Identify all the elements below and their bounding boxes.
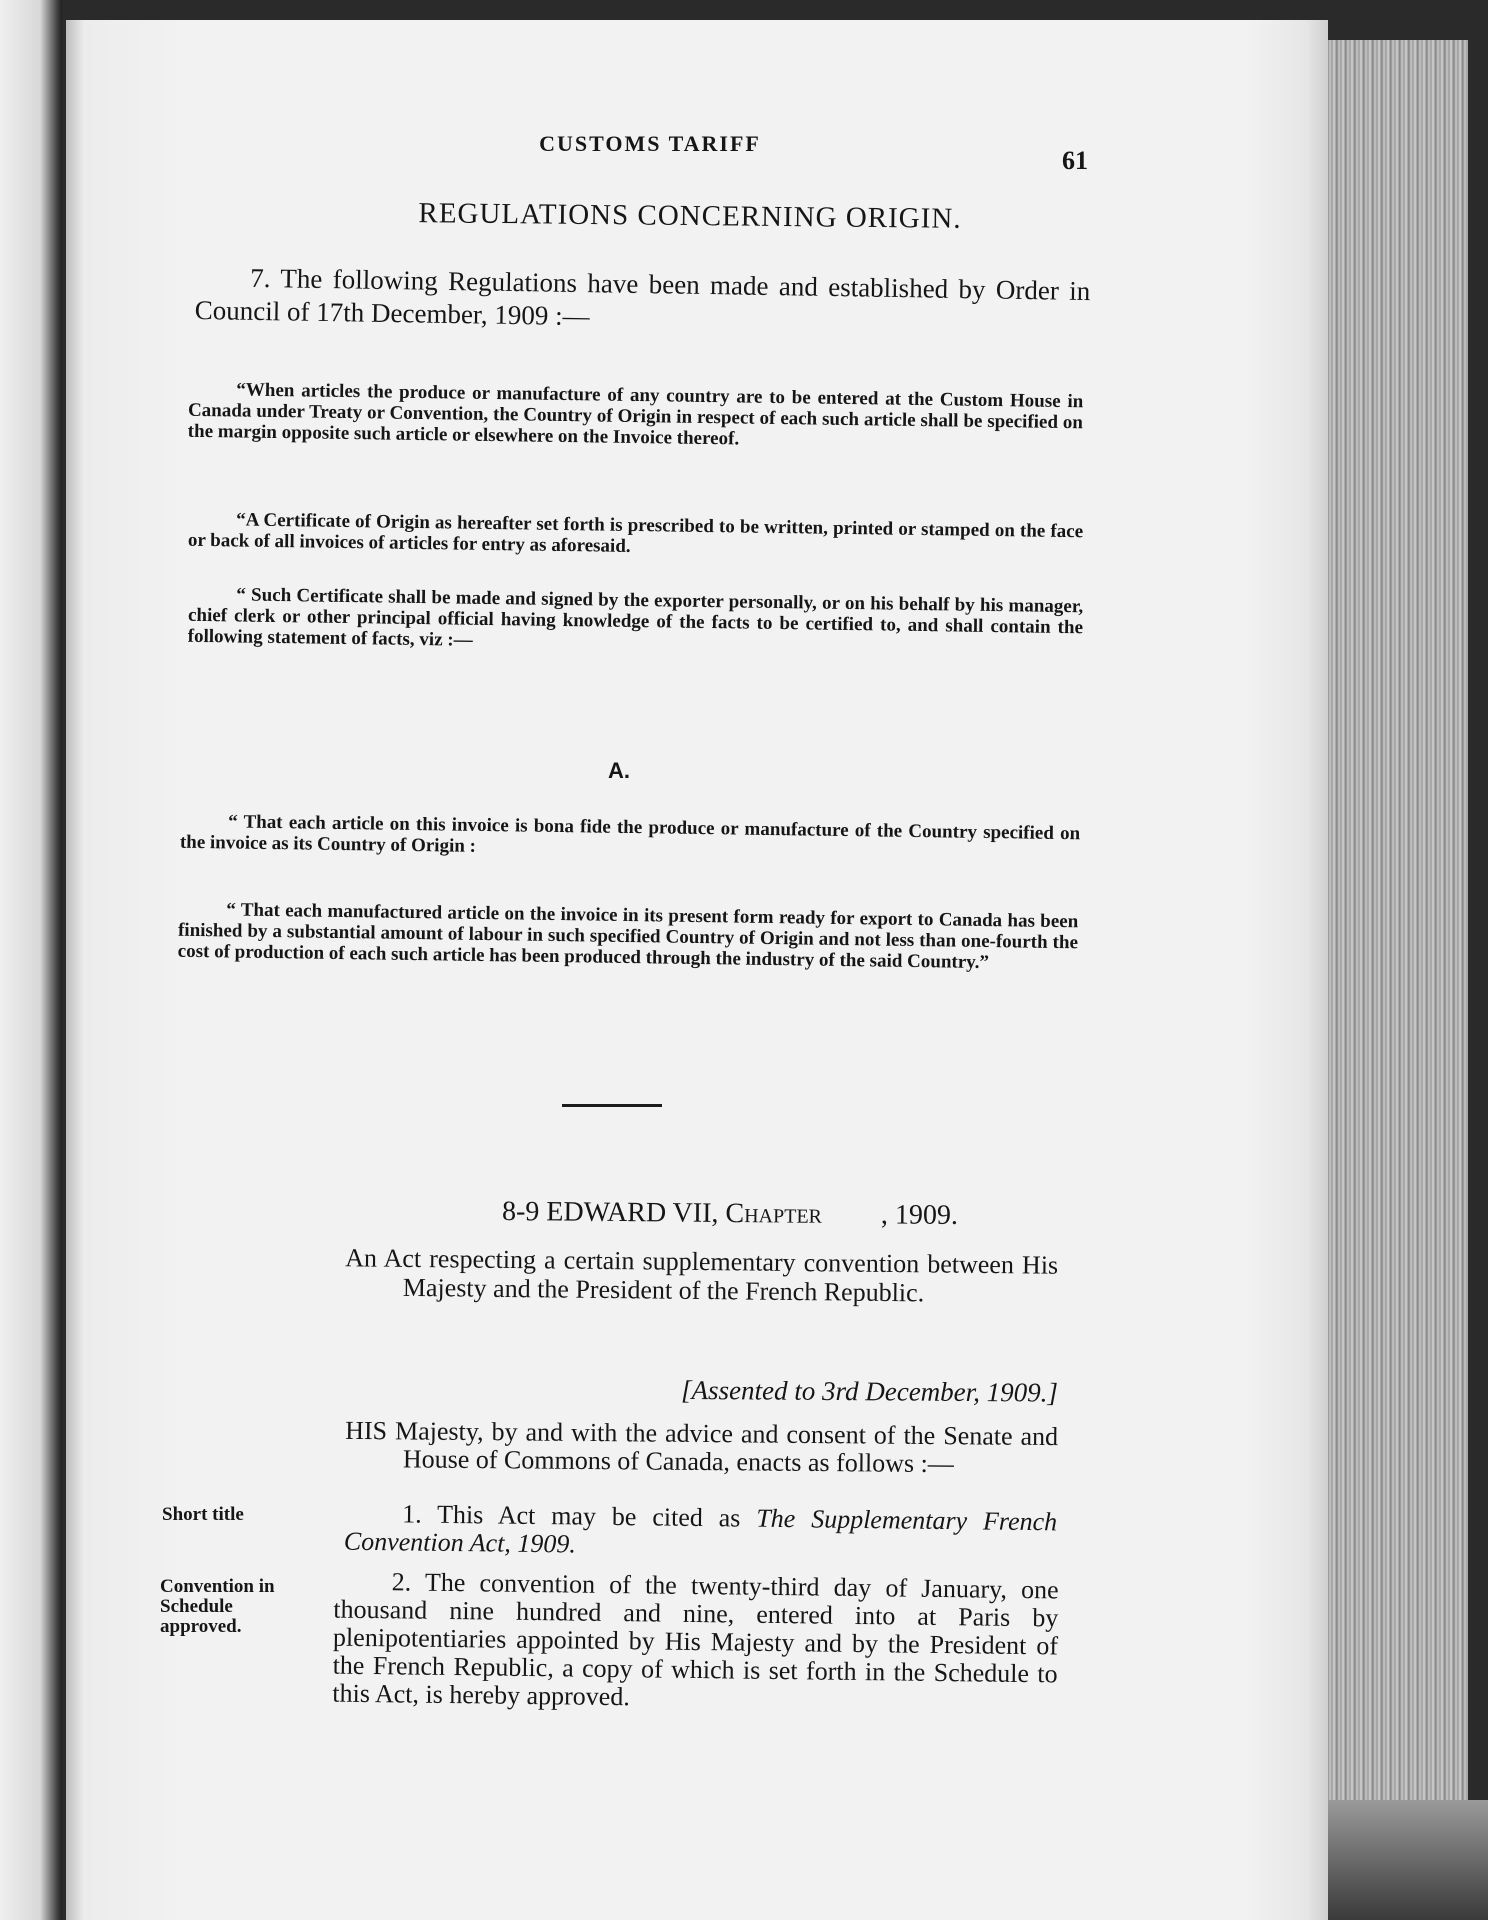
regulation-intro: 7. The following Regulations have been made and established by Order in Council of 17th December, 1909 :— (194, 262, 1091, 332)
section-title: REGULATIONS CONCERNING ORIGIN. (418, 197, 962, 235)
certificate-paragraph: “ That each manufactured article on the invoice in its present form ready for export to Canada has been finished by a substantial amount of labour in such specified Country of Origin and not less than one-fourth the cost of production of each such article has been produced through the industry of the said Country.” (177, 899, 1079, 974)
margin-note-convention: Convention in Schedule approved. (160, 1576, 275, 1637)
act-heading-prefix: 8-9 EDWARD VII, (501, 1196, 719, 1229)
act-long-title: An Act respecting a certain supplementary convention between His Majesty and the President of the French Republic. (345, 1243, 1059, 1308)
certificate-label: A. (608, 758, 630, 783)
act-heading (430, 1195, 1030, 1232)
page-number: 61 (1062, 146, 1088, 175)
section-divider (562, 1104, 662, 1107)
act-heading-chapter: Chapter (725, 1197, 823, 1230)
act-section-2: 2. The convention of the twenty-third day of January, one thousand nine hundred and nine, entered into at Paris by plenipotentiaries appointed by His Majesty and by the President of the French Republic, a copy of which is set forth in the Schedule to this Act, is hereby approved. (332, 1567, 1059, 1712)
regulation-paragraph: “A Certificate of Origin as hereafter set forth is prescribed to be written, printed or stamped on the face or back of all invoices of articles for entry as aforesaid. (187, 509, 1084, 557)
page-block-edge (1328, 40, 1468, 1840)
facing-page-edge (0, 0, 62, 1920)
act-citation-title: The Supplementary French Convention Act, 1909. (343, 1503, 1058, 1559)
regulation-paragraph: “ Such Certificate shall be made and signed by the exporter personally, or on his behalf by his manager, chief clerk or other principal official having knowledge of the facts to be certified to, and shall contain the following statement of facts, viz :— (187, 584, 1084, 651)
act-heading-year: , 1909. (880, 1199, 959, 1231)
regulation-paragraph: “When articles the produce or manufacture of any country are to be entered at the Custom House in Canada under Treaty or Convention, the Country of Origin in respect of each such article shall be specified on the margin opposite such article or elsewhere on the Invoice thereof. (187, 379, 1084, 450)
act-section-1: 1. This Act may be cited as The Supplementary French Convention Act, 1909. (343, 1499, 1058, 1559)
enacting-clause: HIS Majesty, by and with the advice and consent of the Senate and House of Commons of Canada, enacts as follows :— (345, 1415, 1059, 1479)
assent-date: [Assented to 3rd December, 1909.] (680, 1374, 1059, 1408)
certificate-paragraph: “ That each article on this invoice is bona fide the produce or manufacture of the Country specified on the invoice as its Country of Origin : (179, 811, 1081, 857)
book-cover-edge (1300, 1800, 1488, 1920)
running-header: CUSTOMS TARIFF (539, 131, 761, 156)
margin-note-short-title: Short title (162, 1504, 244, 1525)
